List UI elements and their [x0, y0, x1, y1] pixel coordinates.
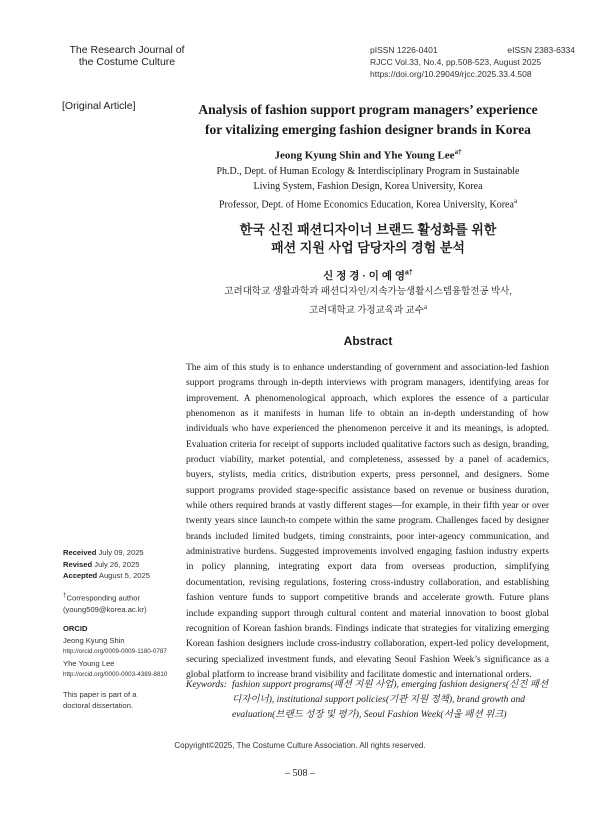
received-row	[63, 547, 183, 559]
dissertation-note	[63, 689, 183, 712]
affiliation-korean-line2-mark: a	[423, 303, 427, 311]
authors-english-mark: a†	[454, 148, 462, 156]
corresponding-email[interactable]: (young509@korea.ac.kr)	[63, 604, 147, 614]
revised-row	[63, 559, 183, 571]
corresponding-author	[63, 590, 183, 616]
title-korean-line2: 패션 지원 사업 담당자의 경험 분석	[271, 240, 465, 255]
orcid-name-1: Jeong Kyung Shin	[63, 635, 125, 645]
accepted-date: August 5, 2025	[98, 571, 150, 580]
affiliations-korean	[183, 285, 553, 319]
page-number: – 508 –	[285, 768, 315, 779]
affiliation-english-line3-text: Professor, Dept. of Home Economics Education, Korea University, Korea	[218, 199, 514, 211]
orcid-title: ORCID	[63, 624, 88, 634]
accepted-row	[63, 570, 183, 582]
authors-korean-mark: a†	[405, 269, 413, 277]
accepted-label: Accepted	[63, 571, 98, 580]
pissn: pISSN 1226-0401	[370, 45, 438, 55]
affiliation-english-line1: Ph.D., Dept. of Human Ecology & Interdisciplinary Program in Sustainable	[216, 166, 520, 177]
eissn: eISSN 2383-6334	[507, 45, 575, 55]
title-english	[183, 100, 553, 140]
doi-link[interactable]: https://doi.org/10.29049/rjcc.2025.33.4.508	[370, 69, 532, 79]
affiliation-korean-line2	[183, 300, 553, 319]
corresponding-label-row	[63, 590, 183, 604]
authors-korean-names: 신 정 경 · 이 예 영	[323, 270, 406, 282]
affiliation-english-line2: Living System, Fashion Design, Korea University, Korea	[253, 181, 483, 192]
title-english-line2: for vitalizing emerging fashion designer brands in Korea	[205, 122, 531, 137]
authors-english	[183, 148, 553, 162]
affiliation-korean-line1: 고려대학교 생활과학과 패션디자인/지속가능생활시스템융합전공 박사,	[224, 287, 512, 297]
abstract-body: The aim of this study is to enhance understanding of government and association-led fashion support programs through in-depth interviews with program managers, identifying areas for improvement. A phenomenological approach, which explores the essence of a particular phenomenon as it manifests in human life to obtain an in-depth understanding of how individuals who have experienced the phenomenon perceive it and its meanings, is adopted. Evaluation criteria for receipt of supports included qualitative factors such as design, branding, product viability, market potential, and completeness, assessed by a panel of academics, buyers, stylists, media critics, distribution experts, press personnel, and designers. Some support programs provided stage-specific assistance based on revenue or business duration, while others required brands at vastly different stages—for example, in their fifth year or over twenty years since launch-to compete within the same program. Challenges faced by designer brands included limited budgets, timing constraints, poor inter-agency communication, and administrative burdens. Suggested improvements involved engaging fashion industry experts in policy planning, integrating export data from overseas production, simplifying documentation, revising regulations, fostering cross-industry collaboration, and establishing fashion venture funds to support competitive brands and accelerate growth. Future plans include expanding support through cultural content and material innovation to boost global recognition of Korean fashion brands. Findings indicate that strategies for vitalizing emerging Korean fashion designers include cross-industry collaboration, expert-led policy development, securing specialized investment funds, and elevating Seoul Fashion Week’s significance as a global platform to increase brand visibility and facilitate domestic and international orders.	[186, 363, 549, 680]
issn-row	[370, 44, 575, 56]
corresponding-mark: †	[63, 591, 67, 599]
copyright: Copyright©2025, The Costume Culture Association. All rights reserved.	[174, 741, 426, 750]
affiliation-english-line3-mark: a	[513, 197, 518, 205]
note-line2: doctoral dissertation.	[63, 701, 134, 711]
journal-name-line2: the Costume Culture	[78, 56, 176, 68]
affiliation-english-line3	[183, 194, 553, 212]
keywords-label: Keywords:	[186, 680, 227, 690]
revised-label: Revised	[63, 559, 93, 569]
citation: RJCC Vol.33, No.4, pp.508-523, August 2025	[370, 57, 542, 67]
abstract-heading: Abstract	[343, 334, 393, 348]
authors-korean	[183, 268, 553, 283]
journal-name	[62, 44, 192, 68]
affiliations-english	[183, 164, 553, 212]
title-english-line1: Analysis of fashion support program managers’ experience	[198, 102, 538, 117]
title-korean	[183, 221, 553, 257]
journal-name-line1: The Research Journal of	[69, 44, 185, 56]
orcid-block	[63, 623, 183, 681]
note-line1: This paper is part of a	[63, 689, 137, 699]
article-dates	[63, 547, 183, 582]
keywords-text: fashion support programs(패션 지원 사업), emerging fashion designers(신진 패션디자이너), institutional support policies(기관 지원 정책), brand growth and evaluation(브랜드 성장 및 평가), Seoul Fashion Week(서울 패션 위크)	[232, 680, 549, 720]
orcid-url-1[interactable]: http://orcid.org/0009-0009-1180-0787	[63, 648, 167, 656]
title-korean-line1: 한국 신진 패션디자이너 브랜드 활성화를 위한	[239, 222, 497, 237]
revised-date: July 26, 2025	[94, 559, 140, 569]
publication-info	[370, 44, 575, 80]
orcid-url-2[interactable]: http://orcid.org/0000-0003-4389-8810	[63, 671, 168, 679]
received-date: July 09, 2025	[98, 548, 144, 557]
affiliation-korean-line2-text: 고려대학교 가정교육과 교수	[309, 306, 424, 317]
article-type: [Original Article]	[62, 100, 136, 112]
keywords	[186, 678, 549, 723]
received-label: Received	[63, 548, 97, 557]
sidebar	[63, 547, 183, 712]
orcid-name-2: Yhe Young Lee	[63, 658, 115, 668]
corresponding-label: Corresponding author	[66, 593, 140, 603]
authors-english-names: Jeong Kyung Shin and Yhe Young Lee	[274, 149, 455, 162]
